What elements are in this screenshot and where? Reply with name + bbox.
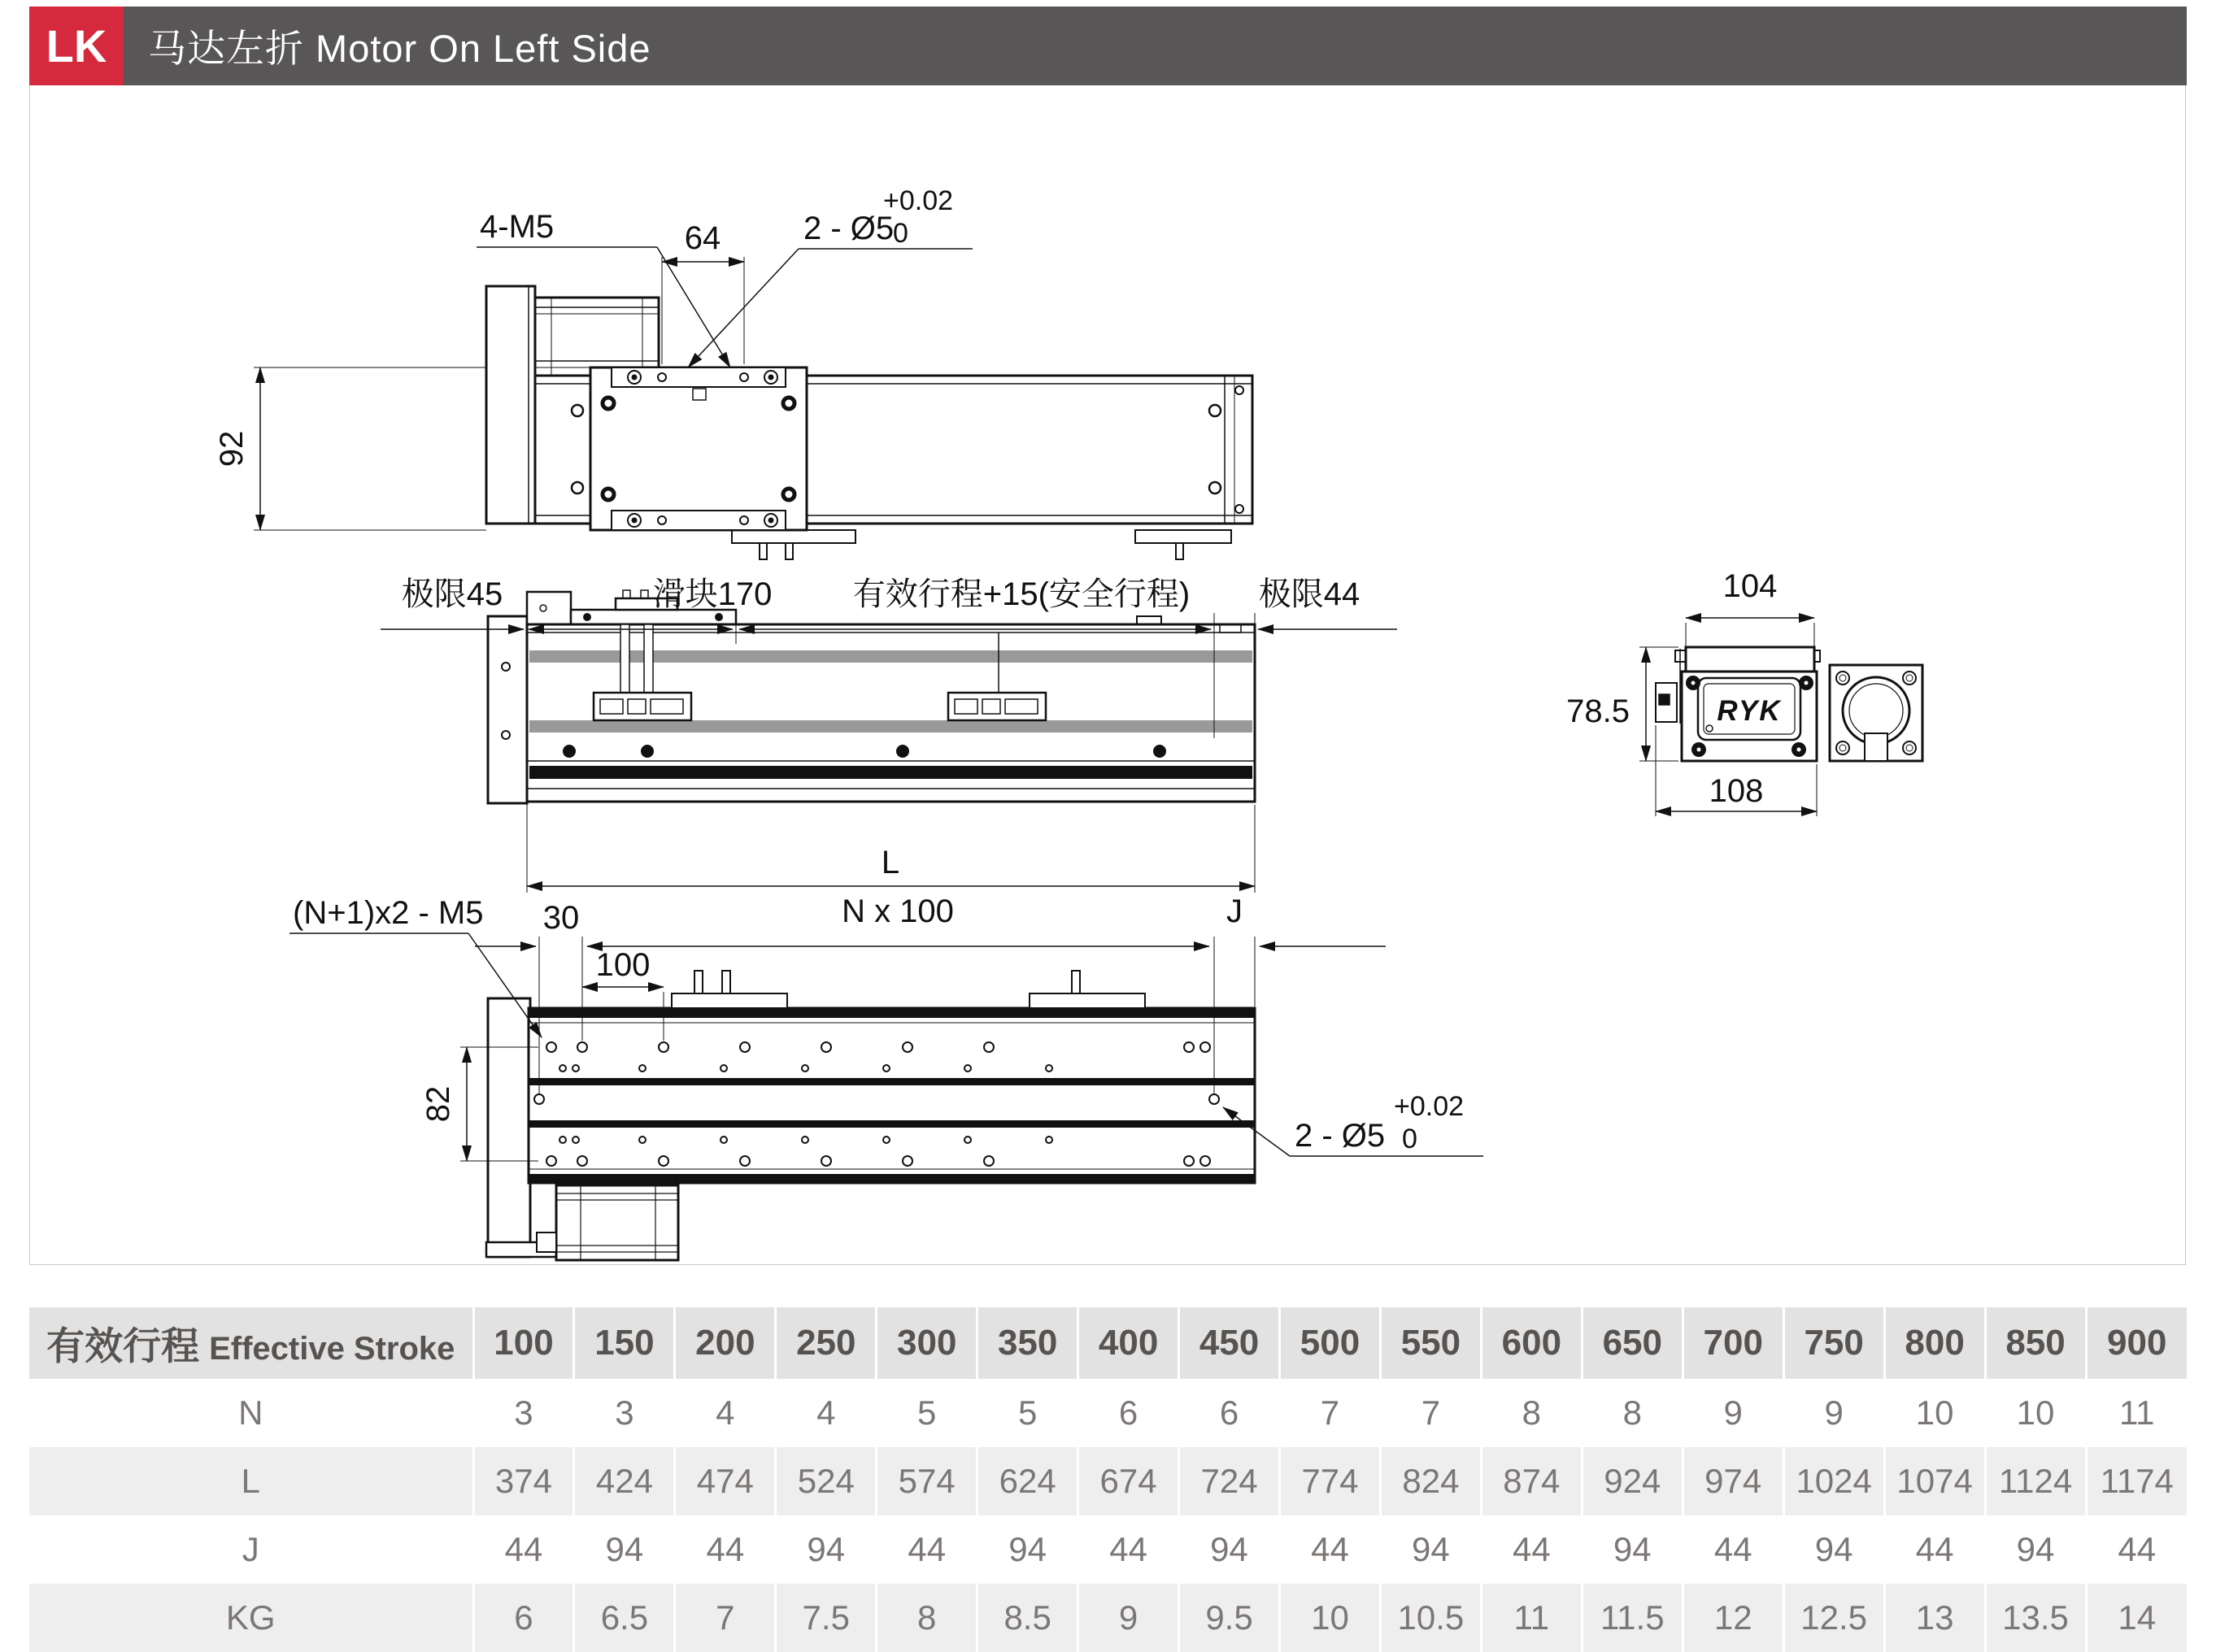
spec-value-cell: 10 [1884,1379,1985,1447]
spec-value-cell: 674 [1078,1447,1179,1515]
spec-value-cell: 12.5 [1783,1584,1884,1652]
stroke-header-cell: 550 [1380,1307,1481,1379]
spec-value-cell: 5 [977,1379,1078,1447]
spec-value-cell: 10 [1985,1379,2086,1447]
spec-value-cell: 4 [675,1379,776,1447]
dim-64-label: 64 [684,220,721,256]
spec-value-cell: 44 [1078,1515,1179,1584]
spec-value-cell: 10.5 [1380,1584,1481,1652]
spec-value-cell: 7 [675,1584,776,1652]
spec-header-label-cell [29,1307,473,1379]
spec-row-kg [29,1584,2187,1652]
spec-value-cell: 7 [1380,1379,1481,1447]
spec-value-cell: 474 [675,1447,776,1515]
spec-value-cell: 9 [1078,1584,1179,1652]
spec-row-j [29,1515,2187,1584]
spec-table [29,1307,2187,1652]
spec-value-cell: 10 [1280,1584,1381,1652]
stroke-header-cell: 500 [1280,1307,1381,1379]
spec-value-cell: 6 [1078,1379,1179,1447]
spec-value-cell: 11.5 [1582,1584,1683,1652]
spec-value-cell: 9.5 [1179,1584,1280,1652]
spec-value-cell: 14 [2086,1584,2187,1652]
spec-value-cell: 94 [1380,1515,1481,1584]
spec-value-cell: 524 [776,1447,877,1515]
dim-92-label: 92 [214,430,250,467]
spec-value-cell: 6 [473,1584,574,1652]
spec-value-cell: 8.5 [977,1584,1078,1652]
dim-104-label: 104 [1722,568,1778,604]
row-label-cell: N [29,1379,473,1447]
spec-value-cell: 724 [1179,1447,1280,1515]
limit-right-label: 极限44 [1258,576,1361,612]
spec-value-cell: 3 [574,1379,675,1447]
stroke-header-cell: 350 [977,1307,1078,1379]
spec-value-cell: 44 [675,1515,776,1584]
dim-785-label: 78.5 [1566,693,1630,729]
series-badge: LK [29,7,124,85]
row-label-cell: KG [29,1584,473,1652]
spec-value-cell: 44 [1280,1515,1381,1584]
top-view [486,286,1252,559]
stroke-header-cell: 900 [2086,1307,2187,1379]
spec-value-cell: 13.5 [1985,1584,2086,1652]
dim-2d5-tol-plus: +0.02 [883,185,954,216]
spec-value-cell: 94 [1783,1515,1884,1584]
effective-stroke-label-en: Effective Stroke [209,1330,455,1367]
effective-stroke-label-cn: 有效行程 [46,1324,200,1367]
dim-2d5-bottom-tol-zero: 0 [1402,1124,1417,1154]
stroke-header-cell: 600 [1481,1307,1582,1379]
brand-logo: RYK [1717,695,1782,727]
spec-value-cell: 8 [1582,1379,1683,1447]
spec-value-cell: 44 [473,1515,574,1584]
stroke-header-cell: 150 [574,1307,675,1379]
stroke-header-cell: 250 [776,1307,877,1379]
spec-value-cell: 4 [776,1379,877,1447]
dim-2d5-tol-zero: 0 [893,218,908,249]
limit-left-label: 极限45 [401,576,503,612]
dim-nm5-label: (N+1)x2 - M5 [293,895,484,931]
dim-2d5-bottom-tol-plus: +0.02 [1394,1091,1465,1122]
spec-value-cell: 3 [473,1379,574,1447]
spec-value-cell: 44 [2086,1515,2187,1584]
spec-value-cell: 9 [1683,1379,1783,1447]
dim-j-label: J [1226,893,1243,929]
spec-value-cell: 874 [1481,1447,1582,1515]
spec-value-cell: 8 [877,1584,977,1652]
stroke-zone-label: 有效行程+15(安全行程) [852,576,1191,612]
spec-value-cell: 11 [2086,1379,2187,1447]
page-title: 马达左折 Motor On Left Side [148,27,651,70]
stroke-header-cell: 450 [1179,1307,1280,1379]
dim-82-label: 82 [420,1085,456,1123]
slider-length-label: 滑块170 [652,576,773,612]
end-view [1656,647,1922,761]
spec-value-cell: 7.5 [776,1584,877,1652]
stroke-header-cell: 800 [1884,1307,1985,1379]
stroke-header-cell: 850 [1985,1307,2086,1379]
spec-value-cell: 12 [1683,1584,1783,1652]
spec-value-cell: 11 [1481,1584,1582,1652]
spec-value-cell: 94 [1179,1515,1280,1584]
spec-value-cell: 94 [574,1515,675,1584]
spec-value-cell: 44 [877,1515,977,1584]
spec-value-cell: 94 [1985,1515,2086,1584]
dim-108-label: 108 [1709,773,1764,809]
spec-value-cell: 5 [877,1379,977,1447]
spec-value-cell: 9 [1783,1379,1884,1447]
dim-100-label: 100 [595,947,651,983]
dim-4m5-label: 4-M5 [480,209,555,245]
spec-value-cell: 1124 [1985,1447,2086,1515]
stroke-header-cell: 750 [1783,1307,1884,1379]
spec-value-cell: 13 [1884,1584,1985,1652]
stroke-header-cell: 650 [1582,1307,1683,1379]
overall-length-label: L [881,845,900,880]
spec-value-cell: 94 [977,1515,1078,1584]
bottom-view [486,971,1255,1260]
spec-value-cell: 44 [1481,1515,1582,1584]
spec-value-cell: 1074 [1884,1447,1985,1515]
dim-2d5-bottom-label: 2 - Ø5 [1295,1118,1386,1154]
spec-value-cell: 8 [1481,1379,1582,1447]
spec-row-n [29,1379,2187,1447]
spec-value-cell: 44 [1683,1515,1783,1584]
spec-value-cell: 974 [1683,1447,1783,1515]
stroke-header-cell: 400 [1078,1307,1179,1379]
spec-value-cell: 924 [1582,1447,1683,1515]
side-view [488,590,1255,803]
spec-value-cell: 774 [1280,1447,1381,1515]
spec-table-body [29,1307,2187,1652]
stroke-header-cell: 700 [1683,1307,1783,1379]
spec-value-cell: 424 [574,1447,675,1515]
spec-value-cell: 44 [1884,1515,1985,1584]
spec-value-cell: 374 [473,1447,574,1515]
row-label-cell: J [29,1515,473,1584]
dim-30-label: 30 [542,900,580,936]
spec-value-cell: 94 [1582,1515,1683,1584]
stroke-header-cell: 200 [675,1307,776,1379]
dim-2d5-label: 2 - Ø5 [803,211,895,246]
spec-value-cell: 574 [877,1447,977,1515]
stroke-header-cell: 100 [473,1307,574,1379]
dim-nx100-label: N x 100 [842,893,954,929]
spec-value-cell: 1174 [2086,1447,2187,1515]
spec-value-cell: 6.5 [574,1584,675,1652]
spec-value-cell: 94 [776,1515,877,1584]
spec-value-cell: 824 [1380,1447,1481,1515]
spec-value-cell: 624 [977,1447,1078,1515]
spec-value-cell: 1024 [1783,1447,1884,1515]
spec-value-cell: 6 [1179,1379,1280,1447]
row-label-cell: L [29,1447,473,1515]
spec-header-row [29,1307,2187,1379]
stroke-header-cell: 300 [877,1307,977,1379]
spec-row-l [29,1447,2187,1515]
spec-value-cell: 7 [1280,1379,1381,1447]
